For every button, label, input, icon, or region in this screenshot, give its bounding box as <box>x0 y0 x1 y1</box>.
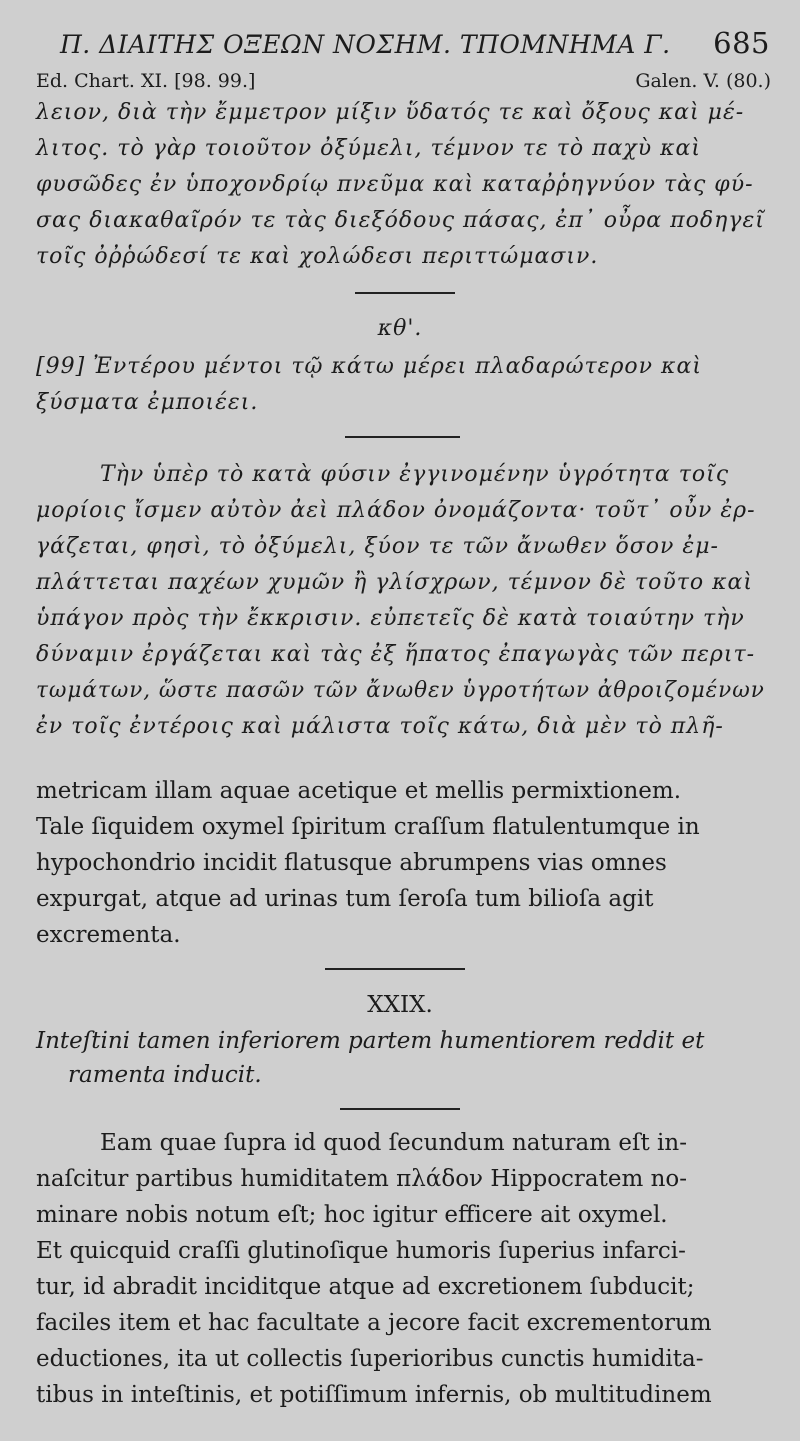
running-header <box>60 26 770 60</box>
section-divider <box>325 968 465 970</box>
greek-section-number: κθ'. <box>377 316 423 341</box>
greek-line: σας διακαθαῖρόν τε τὰς διεξόδους πάσας, ἐπ᾽ οὖρα ποδηγεῖ <box>36 208 765 233</box>
latin-line: minare nobis notum eſt; hoc igitur efficere ait oxymel. <box>36 1202 668 1228</box>
edition-reference <box>36 70 771 92</box>
latin-line: naſcitur partibus humiditatem πλάδον Hippocratem no- <box>36 1166 688 1192</box>
latin-section-number: XXIX. <box>367 992 433 1018</box>
greek-line: λειον, διὰ τὴν ἔμμετρον μίξιν ὕδατός τε καὶ ὄξους καὶ μέ- <box>36 100 745 125</box>
section-divider <box>345 436 460 438</box>
latin-line: eductiones, ita ut collectis ſuperioribus cunctis humidita- <box>36 1346 704 1372</box>
greek-line: μορίοις ἴσμεν αὐτὸν ἀεὶ πλάδον ὀνομάζοντα· τοῦτ᾽ οὖν ἐρ- <box>36 498 756 523</box>
latin-line: Tale ſiquidem oxymel ſpiritum craſſum flatulentumque in <box>36 814 700 840</box>
latin-line: metricam illam aquae acetique et mellis permixtionem. <box>36 778 681 804</box>
latin-line: tur, id abradit inciditque atque ad excretionem ſubducit; <box>36 1274 695 1300</box>
greek-line: ἐν τοῖς ἐντέροις καὶ μάλιστα τοῖς κάτω, διὰ μὲν τὸ πλῆ- <box>36 714 724 739</box>
greek-line: δύναμιν ἐργάζεται καὶ τὰς ἐξ ἥπατος ἐπαγωγὰς τῶν περιτ- <box>36 642 756 667</box>
latin-lemma-line: Inteſtini tamen inferiorem partem humentiorem reddit et <box>36 1028 705 1054</box>
greek-lemma-line: [99] Ἐντέρου μέντοι τῷ κάτω μέρει πλαδαρώτερον καὶ <box>36 354 702 379</box>
page-number: 685 <box>713 26 770 60</box>
greek-lemma-line: ξύσματα ἐμποιέει. <box>36 390 259 415</box>
edition-left: Ed. Chart. XI. [98. 99.] <box>36 70 256 92</box>
greek-line: φυσῶδες ἐν ὑποχονδρίῳ πνεῦμα καὶ καταῤῥηγνύον τὰς φύ- <box>36 172 754 197</box>
latin-line: Eam quae ſupra id quod ſecundum naturam eſt in- <box>100 1130 687 1156</box>
latin-line: faciles item et hac facultate a jecore facit excrementorum <box>36 1310 712 1336</box>
greek-line: λιτος. τὸ γὰρ τοιοῦτον ὀξύμελι, τέμνον τε τὸ παχὺ καὶ <box>36 136 702 161</box>
running-title: Π. ΔΙΑΙΤΗΣ ΟΞΕΩΝ ΝΟΣΗΜ. ΤΠΟΜΝΗΜΑ Γ. <box>60 30 671 59</box>
section-divider <box>355 292 455 294</box>
latin-line: hypochondrio incidit flatusque abrumpens vias omnes <box>36 850 667 876</box>
greek-line: πλάττεται παχέων χυμῶν ἢ γλίσχρων, τέμνον δὲ τοῦτο καὶ <box>36 570 754 595</box>
greek-line: τωμάτων, ὥστε πασῶν τῶν ἄνωθεν ὑγροτήτων ἀθροιζομένων <box>36 678 765 703</box>
section-divider <box>340 1108 460 1110</box>
edition-right: Galen. V. (80.) <box>635 70 771 92</box>
latin-line: expurgat, atque ad urinas tum ſeroſa tum bilioſa agit <box>36 886 654 912</box>
latin-line: Et quicquid craſſi glutinoſique humoris ſuperius infarci- <box>36 1238 686 1264</box>
latin-line: tibus in inteſtinis, et potiſſimum infernis, ob multitudinem <box>36 1382 712 1408</box>
greek-line: γάζεται, φησὶ, τὸ ὀξύμελι, ξύον τε τῶν ἄνωθεν ὅσον ἐμ- <box>36 534 719 559</box>
greek-line: τοῖς ὀῤῥώδεσί τε καὶ χολώδεσι περιττώμασιν. <box>36 244 599 269</box>
greek-line: Τὴν ὑπὲρ τὸ κατὰ φύσιν ἐγγινομένην ὑγρότητα τοῖς <box>100 462 730 487</box>
latin-line: excrementa. <box>36 922 181 948</box>
latin-lemma-line: ramenta inducit. <box>68 1062 262 1088</box>
greek-line: ὑπάγον πρὸς τὴν ἔκκρισιν. εὐπετεῖς δὲ κατὰ τοιαύτην τὴν <box>36 606 745 631</box>
